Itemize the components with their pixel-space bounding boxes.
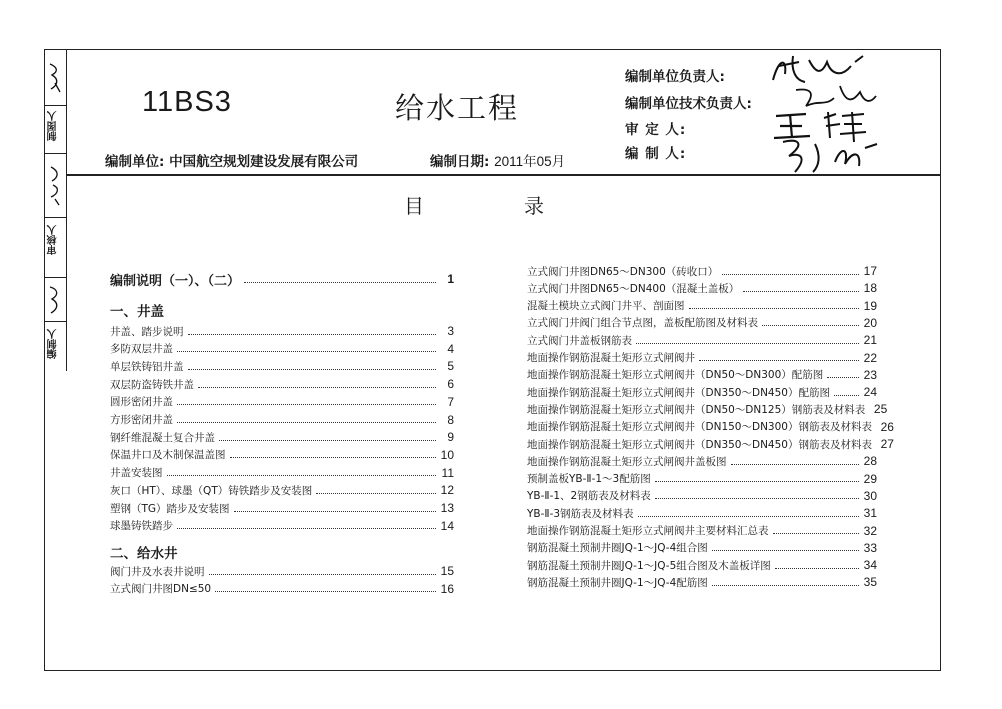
toc-entry[interactable] [110, 341, 454, 357]
toc-entry-page: 12 [440, 483, 454, 498]
toc-entry-page: 26 [880, 419, 894, 434]
dot-leader [177, 404, 436, 405]
toc-entry[interactable] [110, 376, 454, 392]
signoff-cell [44, 277, 66, 322]
toc-entry-page: 6 [447, 377, 454, 392]
toc-entry-page: 29 [863, 471, 877, 486]
toc-entry-title: 钢筋混凝土预制井圈JQ-1～JQ-4配筋图 [527, 576, 708, 589]
toc-entry-title: 立式阀门井图DN65～DN300（砖收口） [527, 265, 719, 278]
toc-entry[interactable] [110, 581, 454, 597]
toc-entry-title: 钢纤维混凝土复合井盖 [110, 431, 215, 444]
signoff-strip [44, 49, 67, 371]
compiling-unit [105, 150, 358, 170]
toc-entry[interactable] [110, 447, 454, 463]
dot-leader [177, 422, 436, 423]
toc-entry-title: 地面操作钢筋混凝土矩形立式闸阀井（DN350～DN450）钢筋表及材料表 [527, 438, 872, 451]
dot-leader [316, 493, 436, 494]
dot-leader [655, 481, 859, 482]
dot-leader [689, 308, 860, 309]
toc-entry-page: 14 [440, 518, 454, 533]
mini-signature [47, 283, 63, 317]
dot-leader [722, 274, 859, 275]
toc-entry-title: 阀门井及水表井说明 [110, 565, 205, 578]
dot-leader [773, 533, 860, 534]
toc-entry-page: 23 [863, 367, 877, 382]
toc-entry-page: 25 [873, 402, 888, 417]
toc-entry-page: 3 [447, 324, 454, 338]
toc-entry-title: 圆形密闭井盖 [110, 396, 173, 409]
dot-leader [167, 475, 437, 476]
dot-leader [188, 334, 437, 335]
toc-entry[interactable] [110, 429, 454, 445]
toc-entry-page: 31 [863, 506, 877, 521]
toc-entry[interactable] [527, 280, 877, 296]
toc-entry-page: 17 [863, 264, 877, 278]
dot-leader [712, 550, 859, 551]
toc-entry[interactable] [527, 453, 877, 469]
toc-entry-title: 单层铁铸铝井盖 [110, 360, 184, 373]
toc-entry[interactable] [527, 488, 877, 504]
toc-entry-page: 34 [863, 558, 877, 573]
toc-entry-title: 钢筋混凝土预制井圈JQ-1～JQ-5组合图及木盖板详图 [527, 559, 771, 572]
toc-entry-page: 20 [863, 315, 877, 330]
toc-entry[interactable] [527, 436, 894, 452]
toc-entry[interactable] [527, 332, 877, 348]
toc-entry[interactable] [110, 323, 454, 339]
toc-entry-page: 8 [447, 412, 454, 427]
toc-entry-title: 立式阀门井盖板钢筋表 [527, 334, 632, 347]
toc-entry[interactable] [110, 563, 454, 579]
compiling-unit-value: 中国航空规划建设发展有限公司 [169, 154, 359, 170]
toc-entry-page: 9 [447, 430, 454, 445]
toc-entry-page: 27 [880, 437, 894, 451]
toc-entry[interactable] [110, 518, 454, 534]
dot-leader [731, 464, 860, 465]
approver-label: 审 定 人: [625, 122, 687, 138]
dot-leader [775, 568, 859, 569]
unit-head-label: 编制单位负责人: [625, 69, 725, 85]
dot-leader [834, 395, 859, 396]
toc-entry-page: 35 [863, 575, 877, 590]
toc-title: 目 录 [404, 194, 544, 218]
mini-signature [47, 61, 63, 95]
toc-entry-page: 7 [447, 394, 454, 409]
compiling-date-label: 编制日期: [430, 154, 490, 170]
toc-entry-page: 19 [863, 298, 877, 313]
signoff-cell [44, 153, 66, 218]
compiling-unit-label: 编制单位: [105, 154, 165, 170]
reviewer-label: 审核人 [48, 225, 59, 255]
dot-leader [638, 516, 859, 517]
dot-leader [827, 377, 859, 378]
toc-entry[interactable] [110, 465, 454, 481]
toc-entry-page: 24 [863, 385, 877, 400]
dot-leader [636, 343, 859, 344]
toc-entry-title: 地面操作钢筋混凝土矩形立式闸阀井（DN350～DN450）配筋图 [527, 386, 830, 399]
toc-entry-title: 球墨铸铁踏步 [110, 520, 173, 533]
toc-entry-title: 保温井口及木制保温盖图 [110, 449, 226, 462]
toc-entry[interactable] [110, 482, 454, 498]
toc-entry-title: 塑钢（TG）踏步及安装图 [110, 502, 230, 515]
signoff-cell [44, 217, 66, 278]
signoff-cell [44, 105, 66, 154]
drawer-label: 制图人 [48, 111, 59, 141]
section-heading-covers: 一、井盖 [110, 304, 164, 320]
toc-entry-title: 立式阀门井图DN≤50 [110, 583, 212, 595]
toc-entry[interactable] [527, 505, 877, 521]
author-signature [775, 136, 885, 176]
signoff-cell [44, 49, 66, 106]
toc-entry-page: 10 [440, 447, 454, 462]
atlas-title: 给水工程 [395, 91, 520, 125]
toc-entry-title: YB-Ⅱ-1、2钢筋表及材料表 [527, 490, 651, 503]
dot-leader [188, 369, 437, 370]
atlas-code: 11BS3 [142, 86, 232, 118]
toc-entry-title: 方形密闭井盖 [110, 414, 173, 426]
signoff-cell [44, 321, 66, 371]
toc-entry[interactable] [527, 557, 877, 573]
toc-entry-page: 32 [863, 523, 877, 538]
toc-entry[interactable] [527, 367, 877, 383]
toc-entry[interactable] [527, 523, 877, 539]
dot-leader [177, 528, 436, 529]
toc-entry-title: 灰口（HT）、球墨（QT）铸铁踏步及安装图 [110, 484, 313, 497]
toc-entry-page: 15 [440, 564, 454, 578]
dot-leader [699, 360, 859, 361]
toc-entry-page: 18 [863, 281, 877, 296]
mini-signature [47, 163, 63, 207]
toc-entry[interactable] [527, 419, 894, 435]
dot-leader [234, 511, 436, 512]
toc-entry-page: 4 [447, 341, 454, 356]
author-label: 编 制 人: [625, 146, 687, 162]
toc-entry-title: 预制盖板YB-Ⅱ-1～3配筋图 [527, 473, 651, 486]
toc-entry-page: 13 [440, 501, 454, 515]
toc-entry[interactable] [527, 384, 877, 400]
toc-entry[interactable] [527, 540, 877, 556]
toc-entry[interactable] [527, 401, 888, 417]
toc-entry-page: 21 [863, 333, 877, 348]
toc-entry[interactable] [527, 298, 877, 314]
toc-entry-page: 16 [440, 581, 454, 596]
dot-leader [219, 440, 436, 441]
toc-entry-title: 地面操作钢筋混凝土矩形立式闸阀井（DN50～DN125）钢筋表及材料表 [527, 403, 866, 416]
toc-entry[interactable] [527, 263, 877, 279]
toc-entry[interactable] [527, 350, 877, 366]
toc-entry[interactable]: 编制说明（一）、（二） 1 [110, 272, 454, 289]
dot-leader [177, 351, 436, 352]
toc-entry-title: 地面操作钢筋混凝土矩形立式闸阀井 [527, 352, 695, 364]
dot-leader [198, 387, 436, 388]
toc-entry-title: 地面操作钢筋混凝土矩形立式闸阀井（DN50～DN300）配筋图 [527, 369, 824, 382]
toc-entry[interactable] [110, 500, 454, 516]
dot-leader [209, 574, 437, 575]
section-heading-wells: 二、给水井 [110, 546, 178, 562]
toc-entry-title: 地面操作钢筋混凝土矩形立式闸阀井主要材料汇总表 [527, 525, 769, 537]
toc-entry-title: 钢筋混凝土预制井圈JQ-1～JQ-4组合图 [527, 542, 708, 555]
dot-leader [762, 325, 859, 326]
toc-entry-page: 11 [441, 465, 454, 480]
toc-entry-title: 立式阀门井阀门组合节点图，盖板配筋图及材料表 [527, 317, 758, 330]
toc-entry-title: 立式阀门井图DN65～DN400（混凝土盖板） [527, 282, 740, 295]
toc-entry[interactable] [527, 315, 877, 331]
toc-entry[interactable] [110, 412, 454, 428]
toc-entry-title: 多防双层井盖 [110, 343, 173, 356]
dot-leader [655, 498, 859, 499]
dot-leader [712, 585, 859, 586]
toc-entry[interactable] [527, 574, 877, 590]
toc-entry-page: 22 [863, 350, 877, 365]
toc-entry[interactable] [527, 471, 877, 487]
dot-leader [743, 291, 859, 292]
toc-entry-page: 5 [447, 359, 454, 374]
toc-entry-page: 33 [863, 540, 877, 555]
toc-entry-title: 井盖、踏步说明 [110, 325, 184, 338]
toc-entry-title: YB-Ⅱ-3钢筋表及材料表 [527, 507, 634, 520]
toc-entry-title: 双层防盗铸铁井盖 [110, 378, 194, 391]
tech-head-label: 编制单位技术负责人: [625, 96, 752, 112]
dot-leader [230, 457, 437, 458]
toc-entry-title: 井盖安装图 [110, 467, 163, 480]
toc-entry[interactable] [110, 394, 454, 410]
toc-entry-title: 混凝土模块立式阀门井平、剖面图 [527, 300, 685, 313]
toc-entry-page: 28 [863, 454, 877, 469]
dot-leader [215, 591, 436, 592]
compiling-date [430, 150, 565, 170]
toc-entry[interactable] [110, 358, 454, 374]
compiling-date-value: 2011年05月 [494, 154, 566, 169]
toc-entry-title: 地面操作钢筋混凝土矩形立式闸阀井（DN150～DN300）钢筋表及材料表 [527, 421, 872, 434]
toc-entry-title: 地面操作钢筋混凝土矩形立式闸阀井盖板图 [527, 455, 727, 468]
toc-entry-page: 30 [863, 488, 877, 503]
compiler-label: 编制人 [48, 329, 59, 359]
